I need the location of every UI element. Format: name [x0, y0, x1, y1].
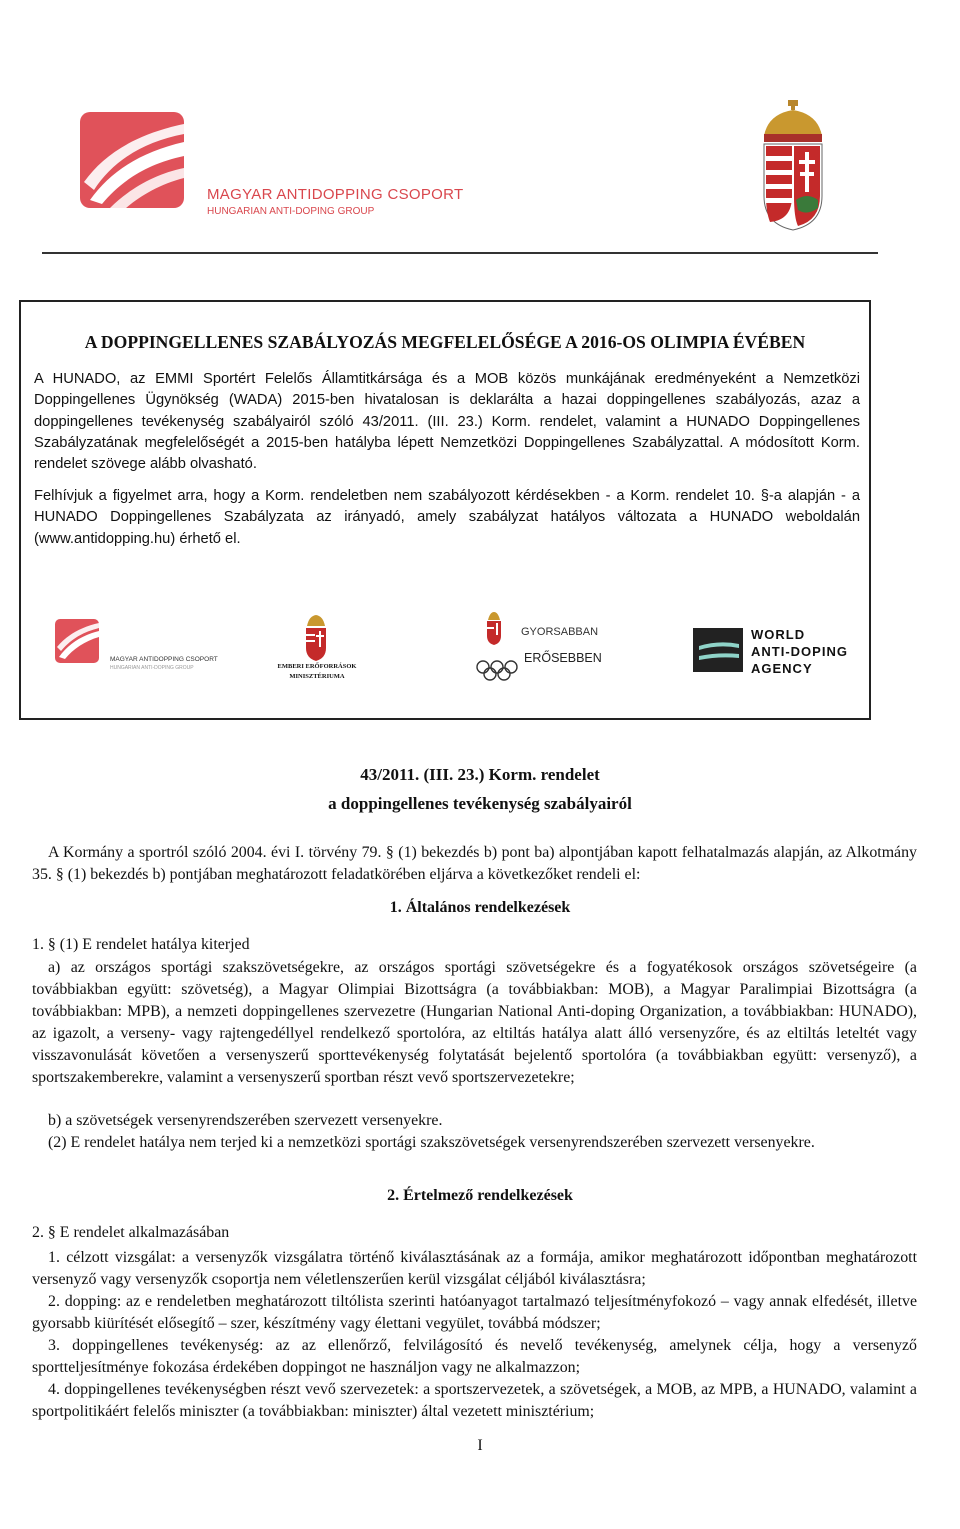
- org-name: MAGYAR ANTIDOPPING CSOPORT: [207, 186, 464, 203]
- notice-paragraph: Felhívjuk a figyelmet arra, hogy a Korm. rendeletben nem szabályozott kérdésekben - a Korm. rendelet 10. §-a alapján - a HUNADO Doppingellenes Szabályzata az irányadó, amely szabályzat hatályos változata a HUNADO weboldalán (www.antidopping.hu) érhető el.: [34, 488, 860, 547]
- notice-title: A DOPPINGELLENES SZABÁLYOZÁS MEGFELELŐSÉGE A 2016-OS OLIMPIA ÉVÉBEN: [84, 332, 806, 352]
- hungarian-coat-of-arms-icon: [758, 100, 828, 232]
- header-divider: [42, 252, 878, 254]
- section-title: 1. Általános rendelkezések: [389, 899, 571, 916]
- emmi-line2: MINISZTÉRIUMA: [289, 673, 345, 680]
- org-subtitle: HUNGARIAN ANTI-DOPING GROUP: [207, 206, 375, 217]
- section-paragraph: 2. § E rendelet alkalmazásában: [32, 1224, 230, 1241]
- decree-number: 43/2011. (III. 23.) Korm. rendelet: [360, 765, 600, 784]
- wada-line1: WORLD: [751, 627, 806, 642]
- decree-subject: a doppingellenes tevékenység szabályairól: [328, 794, 632, 813]
- emmi-coat-icon: [304, 612, 328, 662]
- wada-logo-icon: [693, 628, 745, 672]
- partner-mad-name: MAGYAR ANTIDOPPING CSOPORT: [110, 656, 218, 663]
- wada-name: [751, 626, 848, 677]
- definition-item: 3. doppingellenes tevékenység: az az ellenőrző, felvilágosító és nevelő tevékenység, amelynek célja, hogy a versenyző sportteljesítménye fokozása érdekében doppingot ne használjon vagy ne alkalmazzon;: [32, 1337, 917, 1376]
- page-number: I: [477, 1437, 483, 1454]
- mad-logo-icon: [80, 112, 190, 212]
- section-paragraph: a) az országos sportági szakszövetségekre, az országos sportági szövetségekre és a fogyatékosok országos szövetségeire (a továbbiakban együtt: szövetség), a Magyar Olimpiai Bizottságra (a továbbiakban: MOB), a Magyar Paralimpiai Bizottságra (a továbbiakban: MPB), a nemzeti doppingellenes szervezetre (Hungarian National Anti-doping Organization, a továbbiakban: HUNADO), az igazolt, a verseny- vagy rajtengedéllyel rendelkező sportolóra, az eltiltás hatálya alatt álló versenyzőre, és az eltiltás leteltét vagy visszavonulását követően a versenyszerű sporttevékenység folytatását bejelentő sportolóra (a továbbiakban együtt: versenyző), a sportszakemberekre, valamint a versenyszerű sportban részt vevő sportszervezetekre;: [32, 959, 917, 1086]
- section-paragraph: 1. § (1) E rendelet hatálya kiterjed: [32, 936, 250, 953]
- partner-mad-sub: HUNGARIAN ANTI-DOPING GROUP: [110, 665, 194, 671]
- notice-paragraph: A HUNADO, az EMMI Sportért Felelős Államtitkársága és a MOB közös munkájának eredményeként a Nemzetközi Doppingellenes Ügynökség (WADA) 2015-ben hivatalosan is deklarálta a hazai doppingellenes szabályozás, azaz a doppingellenes tevékenység szabályairól szóló 43/2011. (III. 23.) Korm. rendelet, valamint a HUNADO Doppingellenes Szabályzatának megfelelőségét a 2015-ben hatályba lépett Nemzetközi Doppingellenes Szabályzattal. A módosított Korm. rendelet szövege alább olvasható.: [34, 371, 860, 473]
- section-paragraph: (2) E rendelet hatálya nem terjed ki a nemzetközi sportági szakszövetségek versenyrendszerében szervezett versenyekre.: [48, 1134, 815, 1151]
- emmi-line1: EMBERI ERŐFORRÁSOK: [277, 663, 357, 670]
- wada-line3: AGENCY: [751, 661, 813, 676]
- mob-motto-gyorsabban: GYORSABBAN: [521, 626, 599, 638]
- olympic-rings-icon: [475, 657, 519, 685]
- wada-line2: ANTI-DOPING: [751, 644, 848, 659]
- mob-coat-icon: [486, 610, 502, 646]
- mad-small-logo-icon: [55, 619, 99, 663]
- section-paragraph: b) a szövetségek versenyrendszerében szervezett versenyekre.: [48, 1112, 443, 1129]
- section-title: 2. Értelmező rendelkezések: [387, 1187, 573, 1204]
- definition-item: 2. dopping: az e rendeletben meghatározott tiltólista szerinti hatóanyagot tartalmazó teljesítményfokozó – vagy annak elfedését, illetve gyorsabb kiürítését elősegítő – szer, készítmény vagy élettani vegyület, továbbá módszer;: [32, 1293, 917, 1332]
- mob-motto-erosebben: ERŐSEBBEN: [524, 651, 602, 665]
- definition-item: 1. célzott vizsgálat: a versenyzők vizsgálatra történő kiválasztásának az a formája, amikor meghatározott időpontban meghatározott versenyző vagy versenyzők csoportja nem véletlenszerűen kerül vizsgálat céljából kiválasztásra;: [32, 1249, 917, 1288]
- definition-item: 4. doppingellenes tevékenységben részt vevő szervezetek: a sportszervezetek, a szövetségek, a MOB, az MPB, a HUNADO, valamint a sportpolitikáért felelős miniszter (a továbbiakban: miniszter) által vezetett minisztérium;: [32, 1381, 917, 1420]
- decree-preamble: A Kormány a sportról szóló 2004. évi I. törvény 79. § (1) bekezdés b) pont ba) alpontjában kapott felhatalmazás alapján, az Alkotmány 35. § (1) bekezdés b) pontjában meghatározott feladatkörében eljárva a következőket rendeli el:: [32, 844, 917, 883]
- emmi-name: [262, 662, 372, 682]
